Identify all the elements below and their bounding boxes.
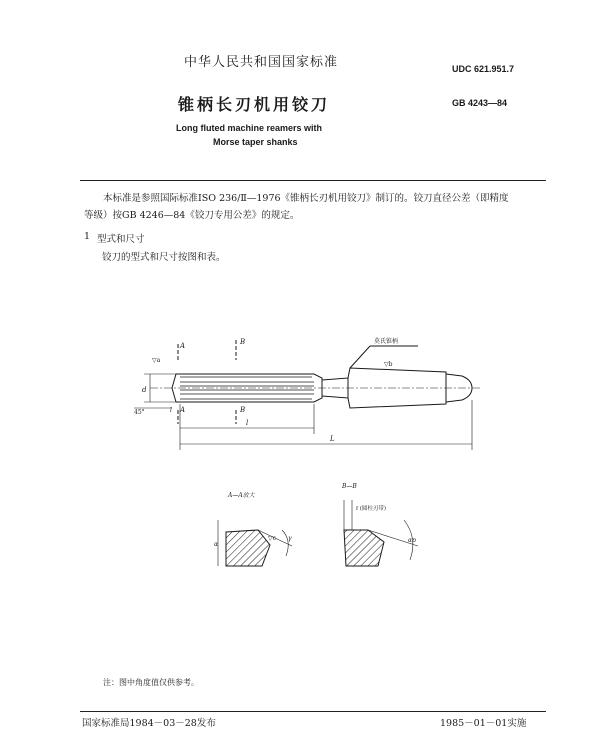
label-flute-length: l xyxy=(246,419,249,427)
label-morse-taper: 莫氏锥柄 xyxy=(374,338,399,345)
label-overall-length: L xyxy=(330,435,335,443)
label-section-bb: B—B xyxy=(342,483,357,490)
footer-divider xyxy=(80,711,546,712)
document-title-english-line1: Long fluted machine reamers with xyxy=(176,123,323,133)
label-roughness-b: ▽b xyxy=(384,361,393,368)
label-land-note: f (圆柱刃带) xyxy=(356,506,387,512)
udc-number: UDC 621.951.7 xyxy=(452,64,515,74)
intro-paragraph-line2: 等级）按GB 4246—84《铰刀专用公差》的规定。 xyxy=(84,210,300,221)
figure-note: 注：图中角度值仅供参考。 xyxy=(103,678,199,687)
document-title-chinese: 锥柄长刃机用铰刀 xyxy=(178,95,331,114)
label-a-bottom: A xyxy=(180,406,186,414)
section-title: 型式和尺寸 xyxy=(97,234,145,245)
standard-organization: 中华人民共和国国家标准 xyxy=(184,55,339,70)
section-aa-profile xyxy=(226,530,270,566)
implementation-date: 1985－01－01实施 xyxy=(440,718,527,729)
gb-standard-number: GB 4243—84 xyxy=(452,98,508,108)
section-bb-profile xyxy=(344,530,384,566)
label-chamfer-angle: 45° xyxy=(134,409,145,416)
label-clearance-angle: α xyxy=(214,541,219,548)
label-roughness-c: ▽c xyxy=(268,535,276,542)
intro-paragraph-line1: 本标准是参照国际标准ISO 236/Ⅱ—1976《锥柄长刃机用铰刀》制订的。铰刀直径公差（即精度 xyxy=(103,193,509,204)
document-title-english-line2: Morse taper shanks xyxy=(213,137,298,147)
label-roughness-a: ▽a xyxy=(152,357,161,364)
label-rake-angle: γ xyxy=(288,535,292,542)
label-b-bottom: B xyxy=(240,406,246,414)
issue-date: 国家标准局1984－03－28发布 xyxy=(82,718,216,729)
label-section-aa: A—A放大 xyxy=(228,492,255,499)
label-b-top: B xyxy=(240,338,246,346)
label-a-top: A xyxy=(180,342,186,350)
label-l1: l xyxy=(170,407,172,414)
section-body: 铰刀的型式和尺寸按图和表。 xyxy=(102,252,226,263)
label-alpha-p: αp xyxy=(408,537,416,544)
label-diameter: d xyxy=(142,386,147,394)
section-number: 1 xyxy=(84,231,91,242)
